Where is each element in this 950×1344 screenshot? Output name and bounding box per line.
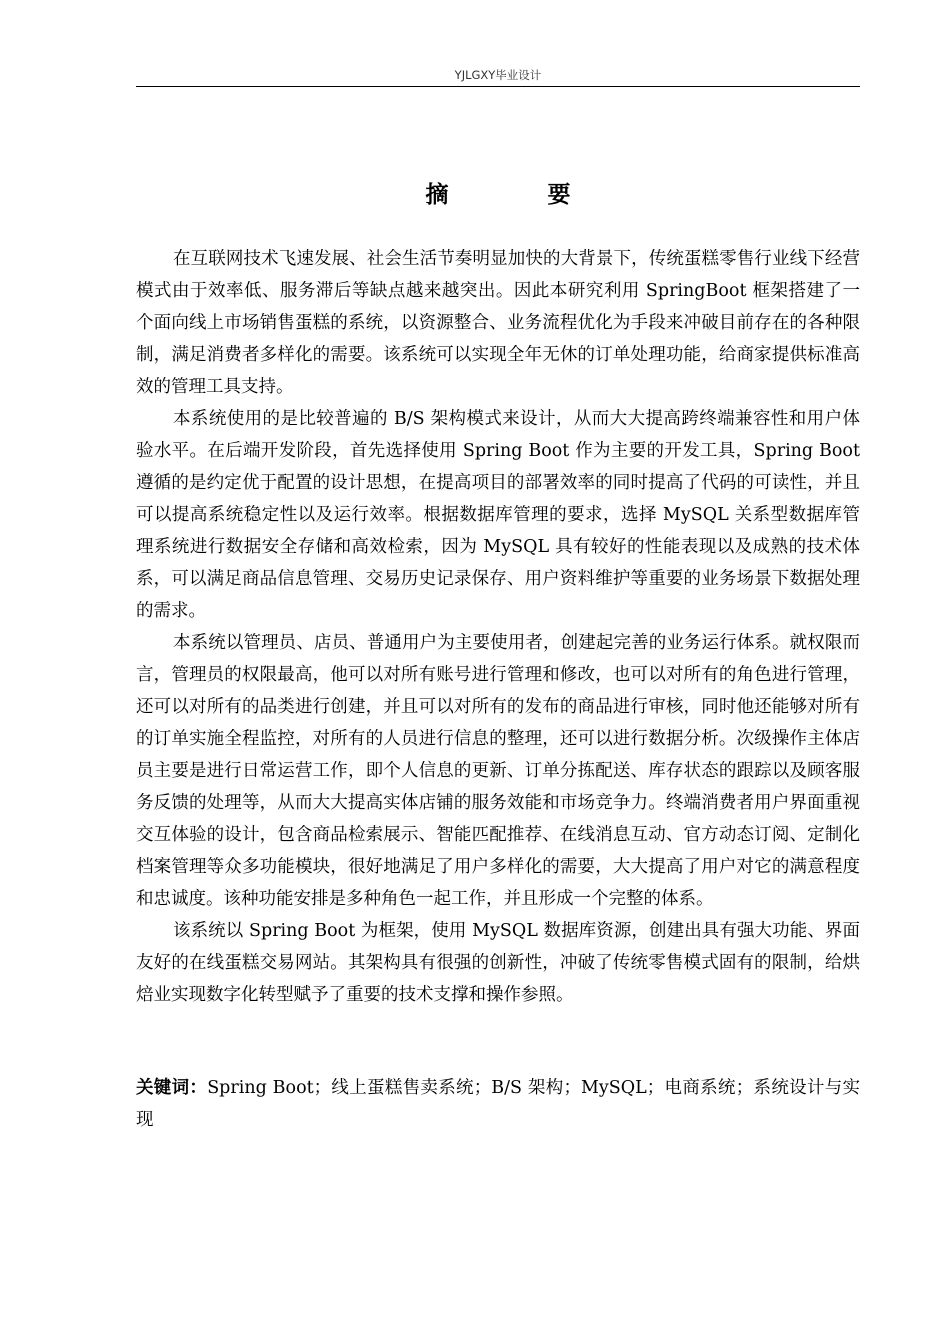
- abstract-body: [136, 243, 860, 1011]
- abstract-paragraph: 在互联网技术飞速发展、社会生活节奏明显加快的大背景下，传统蛋糕零售行业线下经营模式由于效率低、服务滞后等缺点越来越突出。因此本研究利用 SpringBoot 框架搭建了一个面向线上市场销售蛋糕的系统，以资源整合、业务流程优化为手段来冲破目前存在的各种限制，满足消费者多样化的需要。该系统可以实现全年无休的订单处理功能，给商家提供标准高效的管理工具支持。: [136, 249, 860, 397]
- abstract-paragraph: 本系统使用的是比较普遍的 B/S 架构模式来设计，从而大大提高跨终端兼容性和用户体验水平。在后端开发阶段，首先选择使用 Spring Boot 作为主要的开发工具，Spring Boot 遵循的是约定优于配置的设计思想，在提高项目的部署效率的同时提高了代码的可读性，并且可以提高系统稳定性以及运行效率。根据数据库管理的要求，选择 MySQL 关系型数据库管理系统进行数据安全存储和高效检索，因为 MySQL 具有较好的性能表现以及成熟的技术体系，可以满足商品信息管理、交易历史记录保存、用户资料维护等重要的业务场景下数据处理的需求。: [136, 409, 860, 621]
- abstract-paragraph: 本系统以管理员、店员、普通用户为主要使用者，创建起完善的业务运行体系。就权限而言，管理员的权限最高，他可以对所有账号进行管理和修改，也可以对所有的角色进行管理，还可以对所有的品类进行创建，并且可以对所有的发布的商品进行审核，同时他还能够对所有的订单实施全程监控，对所有的人员进行信息的整理，还可以进行数据分析。次级操作主体店员主要是进行日常运营工作，即个人信息的更新、订单分拣配送、库存状态的跟踪以及顾客服务反馈的处理等，从而大大提高实体店铺的服务效能和市场竞争力。终端消费者用户界面重视交互体验的设计，包含商品检索展示、智能匹配推荐、在线消息互动、官方动态订阅、定制化档案管理等众多功能模块，很好地满足了用户多样化的需要，大大提高了用户对它的满意程度和忠诚度。该种功能安排是多种角色一起工作，并且形成一个完整的体系。: [136, 633, 860, 909]
- keywords-text: Spring Boot；线上蛋糕售卖系统；B/S 架构；MySQL；电商系统；系统设计与实现: [136, 1078, 860, 1130]
- page-header: [136, 66, 860, 87]
- abstract-paragraph: 该系统以 Spring Boot 为框架，使用 MySQL 数据库资源，创建出具有强大功能、界面友好的在线蛋糕交易网站。其架构具有很强的创新性，冲破了传统零售模式固有的限制，给烘焙业实现数字化转型赋予了重要的技术支撑和操作参照。: [136, 921, 860, 1005]
- keywords-section: [136, 1072, 860, 1136]
- header-text: YJLGXY毕业设计: [454, 68, 542, 82]
- keywords-label: 关键词：: [136, 1078, 208, 1098]
- abstract-title: 摘 要: [425, 181, 609, 208]
